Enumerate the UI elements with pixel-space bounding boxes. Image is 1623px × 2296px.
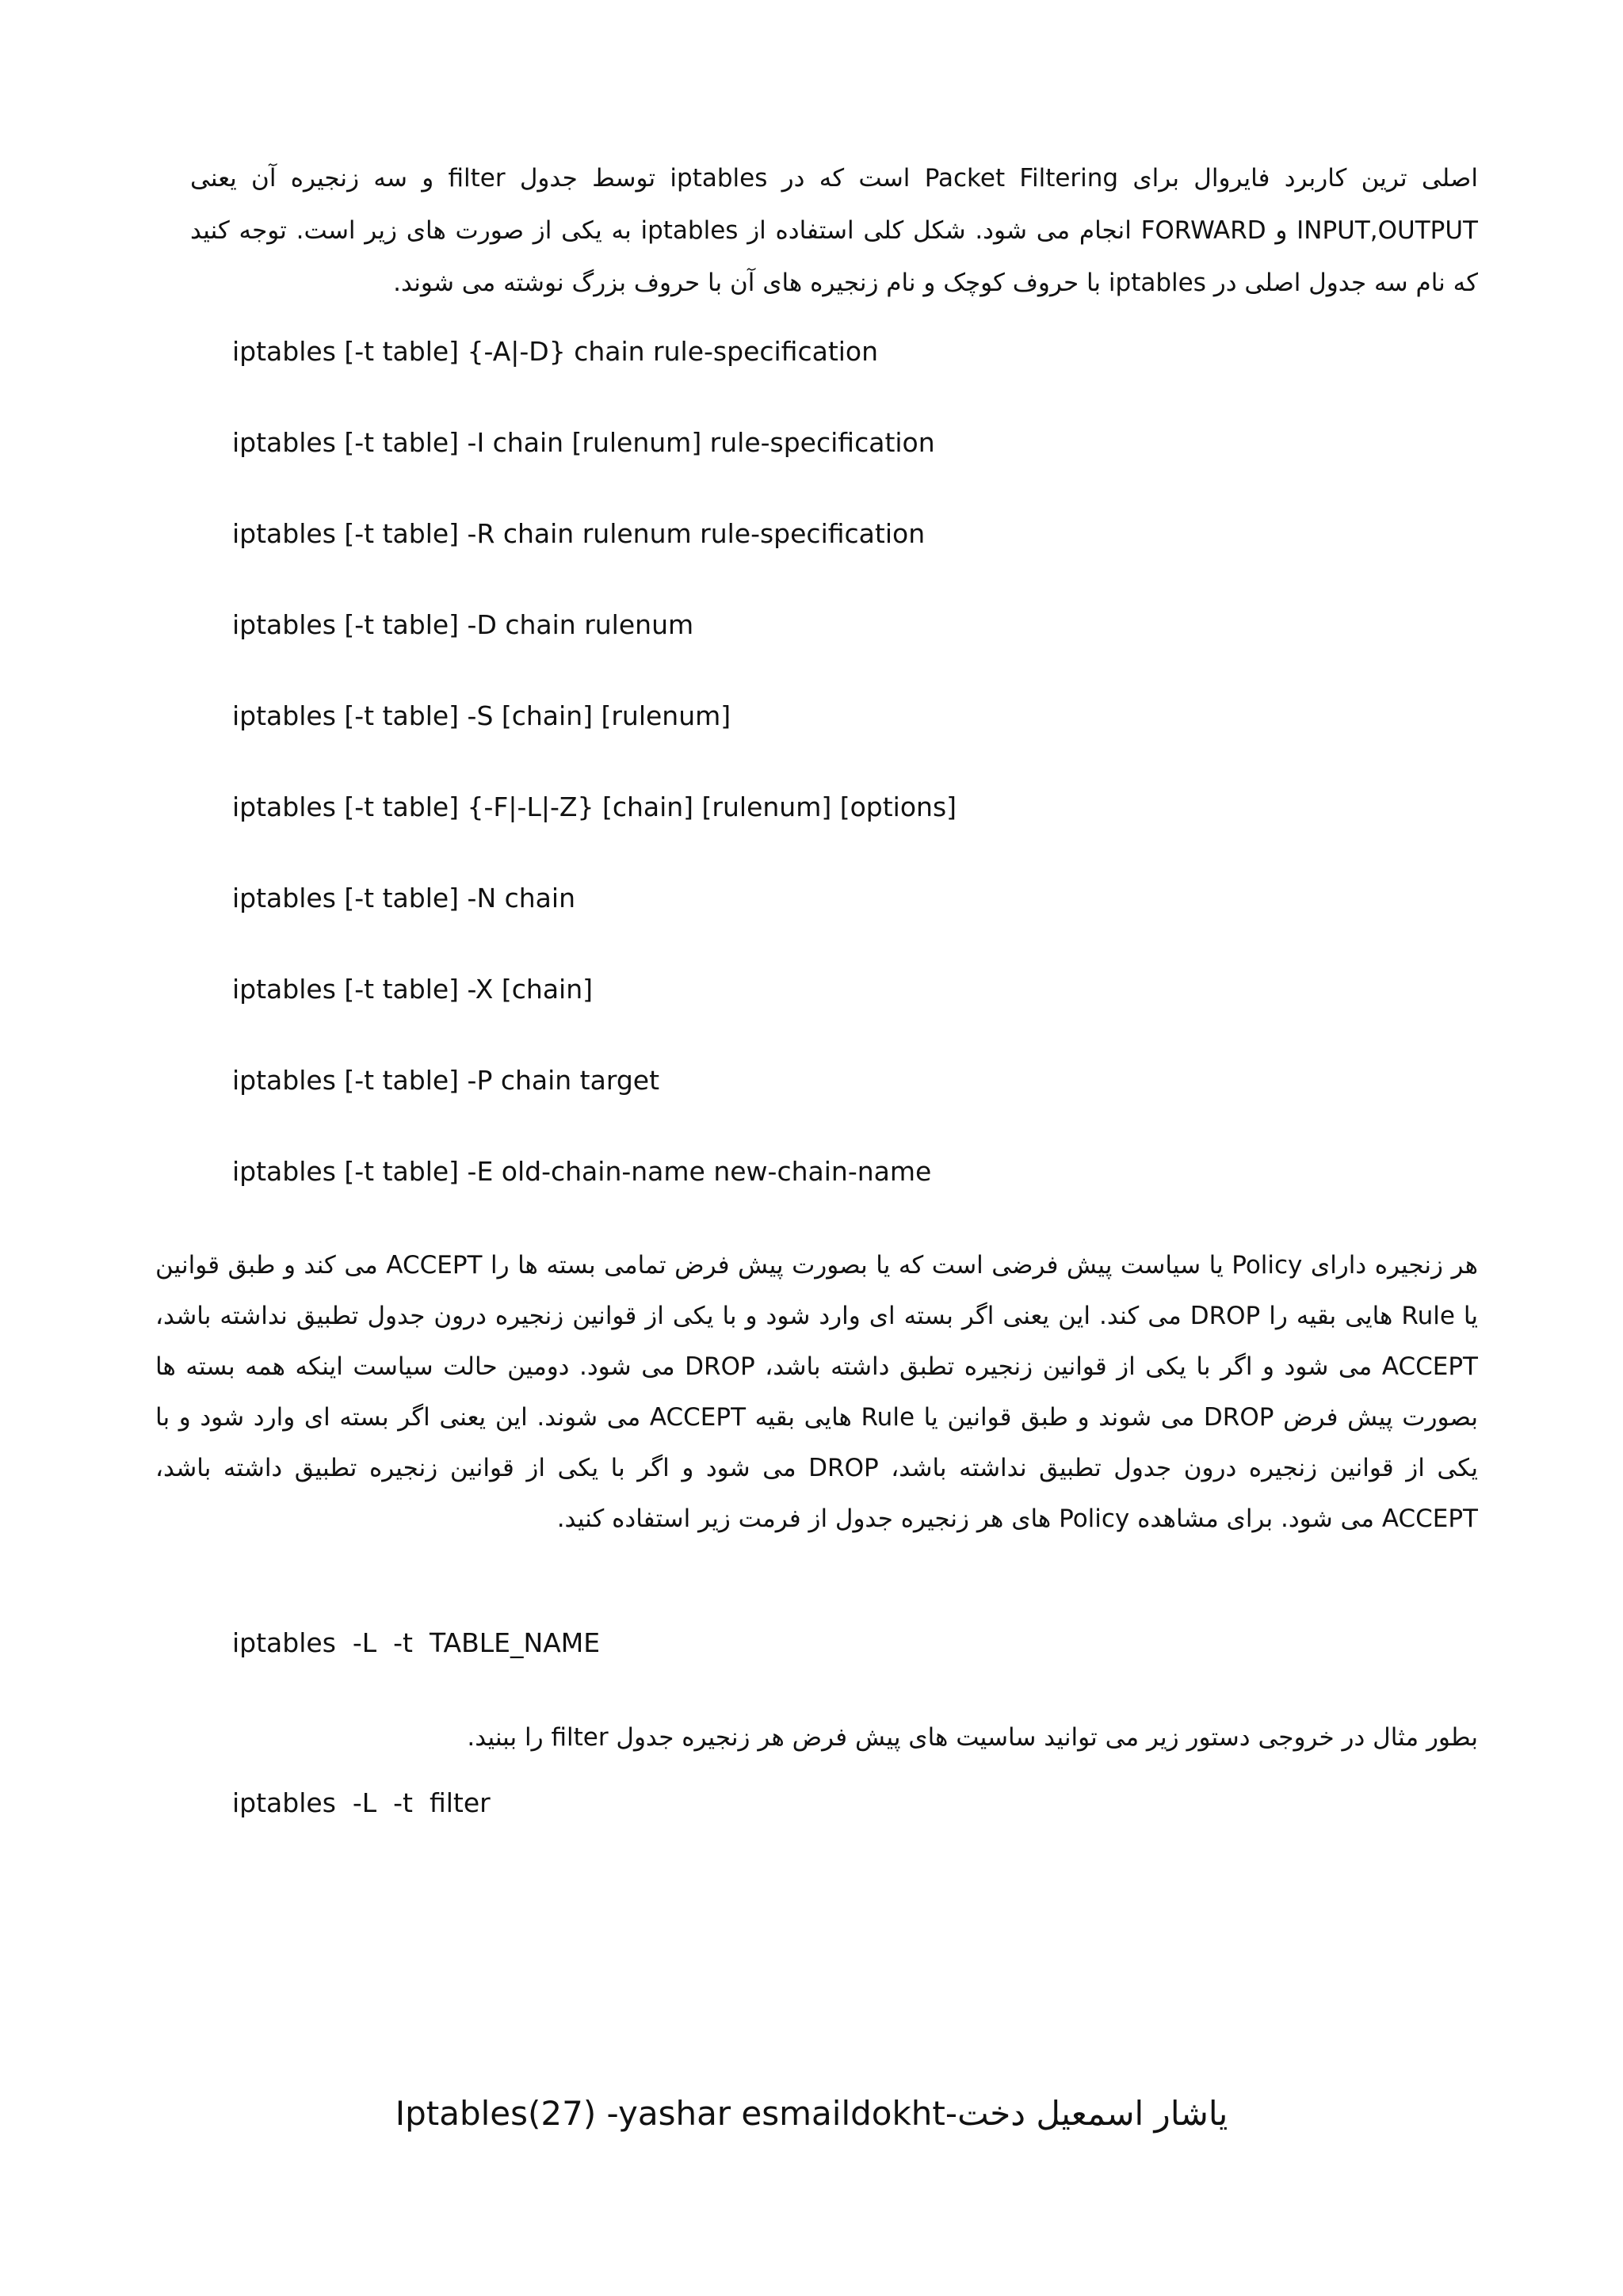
command-syntax-list — [232, 331, 1421, 1242]
command-line: iptables [-t table] -E old-chain-name new-chain-name — [232, 1156, 932, 1187]
command-line: iptables [-t table] {-A|-D} chain rule-specification — [232, 336, 879, 367]
command-line: iptables [-t table] -P chain target — [232, 1065, 660, 1096]
command-line: iptables [-t table] -X [chain] — [232, 974, 594, 1005]
command-line: iptables [-t table] -R chain rulenum rule-specification — [232, 518, 926, 549]
command-line: iptables [-t table] {-F|-L|-Z} [chain] [rulenum] [options] — [232, 791, 957, 822]
policy-paragraph: هر زنجیره دارای Policy یا سیاست پیش فرضی است که یا بصورت پیش فرض تمامی بسته ها را ACCEPT می کند و طبق قوانین یا Rule هایی بقیه را DROP می کند. این یعنی اگر بسته ای وارد شود و با یکی از قوانین زنجیره درون جدول تطبیق نداشته باشد، ACCEPT می شود و اگر با یکی از قوانین زنجیره تطبق داشته باشد، DROP می شود. دومین حالت سیاست اینکه همه بسته ها بصورت پیش فرض DROP می شوند و طبق قوانین یا Rule هایی بقیه ACCEPT می شوند. این یعنی اگر بسته ای وارد شود و با یکی از قوانین زنجیره درون جدول تطبیق نداشته باشد، DROP می شود و اگر با یکی از قوانین زنجیره تطبیق داشته باشد، ACCEPT می شود. برای مشاهده Policy های هر زنجیره جدول از فرمت زیر استفاده کنید. — [155, 1251, 1478, 1533]
command-line: iptables [-t table] -N chain — [232, 883, 575, 913]
example-paragraph: بطور مثال در خروجی دستور زیر می توانید ساسیت های پیش فرض هر زنجیره جدول filter را ببنید. — [467, 1723, 1478, 1752]
list-policy-command: iptables -L -t TABLE_NAME — [232, 1627, 601, 1658]
page-footer — [0, 2090, 1623, 2138]
footer-text: Iptables(27) -yashar esmaildokht-یاشار اسمعیل دخت — [395, 2094, 1228, 2133]
example-command: iptables -L -t filter — [232, 1787, 491, 1818]
command-line: iptables [-t table] -I chain [rulenum] rule-specification — [232, 427, 935, 458]
command-line: iptables [-t table] -S [chain] [rulenum] — [232, 700, 731, 731]
command-line: iptables [-t table] -D chain rulenum — [232, 609, 694, 640]
intro-paragraph: اصلی ترین کاربرد فایروال برای Packet Filtering است که در iptables توسط جدول filter و سه زنجیره آن یعنی INPUT,OUTPUT و FORWARD انجام می شود. شکل کلی استفاده از iptables به یکی از صورت های زیر است. توجه کنید که نام سه جدول اصلی در iptables با حروف کوچک و نام زنجیره های آن با حروف بزرگ نوشته می شوند. — [190, 164, 1478, 297]
